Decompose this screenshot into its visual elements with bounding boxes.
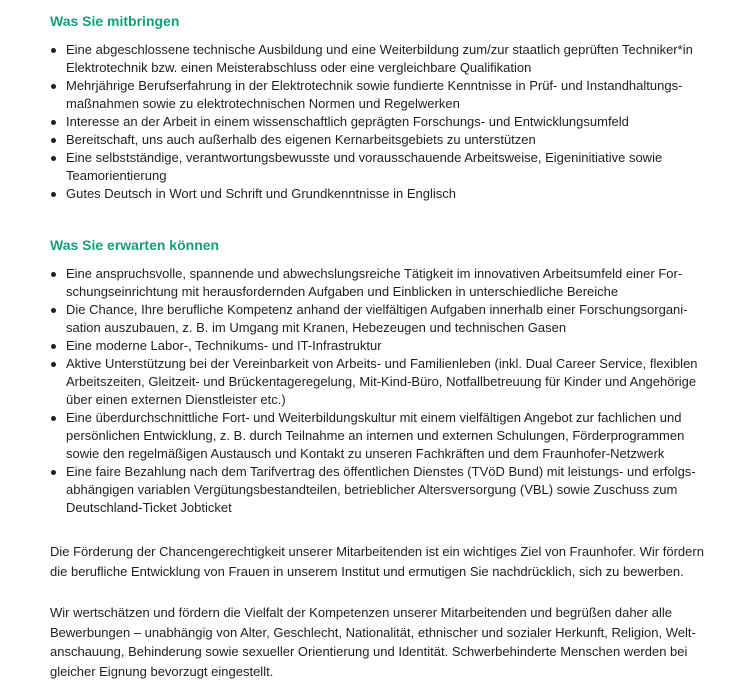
bullet-icon [51,416,56,421]
list-item-text: Gutes Deutsch in Wort und Schrift und Grundkenntnisse in Englisch [66,186,456,201]
list-item [50,185,700,203]
list-item [50,149,700,185]
list-item [50,337,700,355]
list-item [50,463,700,517]
bullet-icon [51,84,56,89]
list-item-text: Die Chance, Ihre berufliche Kompetenz anhand der vielfältigen Aufgaben innerhalb einer Forschungsorganisation auszubauen, z. B. im Umgang mit Kranen, Hebezeugen und technischen Gasen [66,302,688,335]
heading-what-you-bring: Was Sie mitbringen [50,13,180,29]
bullet-icon [51,48,56,53]
paragraph-equal-opportunity: Die Förderung der Chancengerechtigkeit unserer Mitarbeitenden ist ein wichtiges Ziel von Fraunhofer. Wir fördern die berufliche Entwicklung von Frauen in unserem Institut und ermutigen Sie nachdrücklich, sich zu bewerben. [50,544,704,579]
list-item-text: Eine überdurchschnittliche Fort- und Weiterbildungskultur mit einem vielfältigen Angebot zur fachlichen und persönlichen Entwicklung, z. B. durch Teilnahme an internen und externen Schulungen, Förderprogrammen sowie den regelmäßigen Austausch und Kontakt zu unseren Fachkräften und dem Fraunhofer-Netzwerk [66,410,685,461]
list-item-text: Mehrjährige Berufserfahrung in der Elektrotechnik sowie fundierte Kenntnisse in Prüf- und Instandhaltungsmaßnahmen sowie zu elektrotechnischen Normen und Regelwerken [66,78,683,111]
heading-what-you-can-expect: Was Sie erwarten können [50,237,220,253]
list-item-text: Bereitschaft, uns auch außerhalb des eigenen Kernarbeitsgebiets zu unterstützen [66,132,536,147]
list-item [50,355,700,409]
paragraph-diversity: Wir wertschätzen und fördern die Vielfalt der Kompetenzen unserer Mitarbeitenden und begrüßen daher alle Bewerbungen – unabhängig von Alter, Geschlecht, Nationalität, ethnischer und sozialer Herkunft, Religion, Weltanschauung, Behinderung sowie sexueller Orientierung und Identität. Schwerbehinderte Menschen werden bei gleicher Eignung bevorzugt eingestellt. [50,605,696,679]
list-item [50,41,700,77]
list-item-text: Eine abgeschlossene technische Ausbildung und eine Weiterbildung zum/zur staatlich geprüften Techniker*in Elektrotechnik bzw. einen Meisterabschluss oder eine vergleichbare Qualifikation [66,42,693,75]
list-item-text: Interesse an der Arbeit in einem wissenschaftlich geprägten Forschungs- und Entwicklungsumfeld [66,114,629,129]
bullet-icon [51,362,56,367]
list-item [50,265,700,301]
bullet-icon [51,138,56,143]
list-item [50,409,700,463]
list-item [50,77,700,113]
bullet-icon [51,308,56,313]
list-item-text: Eine selbstständige, verantwortungsbewusste und vorausschauende Arbeitsweise, Eigeninitiative sowie Teamorientierung [66,150,663,183]
bullet-icon [51,192,56,197]
list-item [50,131,700,149]
list-item-text: Eine faire Bezahlung nach dem Tarifvertrag des öffentlichen Dienstes (TVöD Bund) mit leistungs- und erfolgsabhängigen variablen Vergütungsbestandteilen, betrieblicher Altersversorgung (VBL) sowie Zuschuss zum Deutschland-Ticket Jobticket [66,464,696,515]
list-item-text: Eine moderne Labor-, Technikums- und IT-Infrastruktur [66,338,382,353]
list-benefits [50,265,700,517]
bullet-icon [51,156,56,161]
list-item [50,113,700,131]
list-item-text: Aktive Unterstützung bei der Vereinbarkeit von Arbeits- und Familienleben (inkl. Dual Career Service, flexiblen Arbeitszeiten, Gleitzeit- und Brückentageregelung, Mit-Kind-Büro, Notfallbetreuung für Kinder und Angehörige über einen externen Dienstleister etc.) [66,356,698,407]
list-item-text: Eine anspruchsvolle, spannende und abwechslungsreiche Tätigkeit im innovativen Arbeitsumfeld einer Forschungseinrichtung mit herausfordernden Aufgaben und Einblicken in unterschiedliche Bereiche [66,266,683,299]
list-requirements [50,41,700,203]
bullet-icon [51,120,56,125]
bullet-icon [51,344,56,349]
list-item [50,301,700,337]
bullet-icon [51,272,56,277]
bullet-icon [51,470,56,475]
